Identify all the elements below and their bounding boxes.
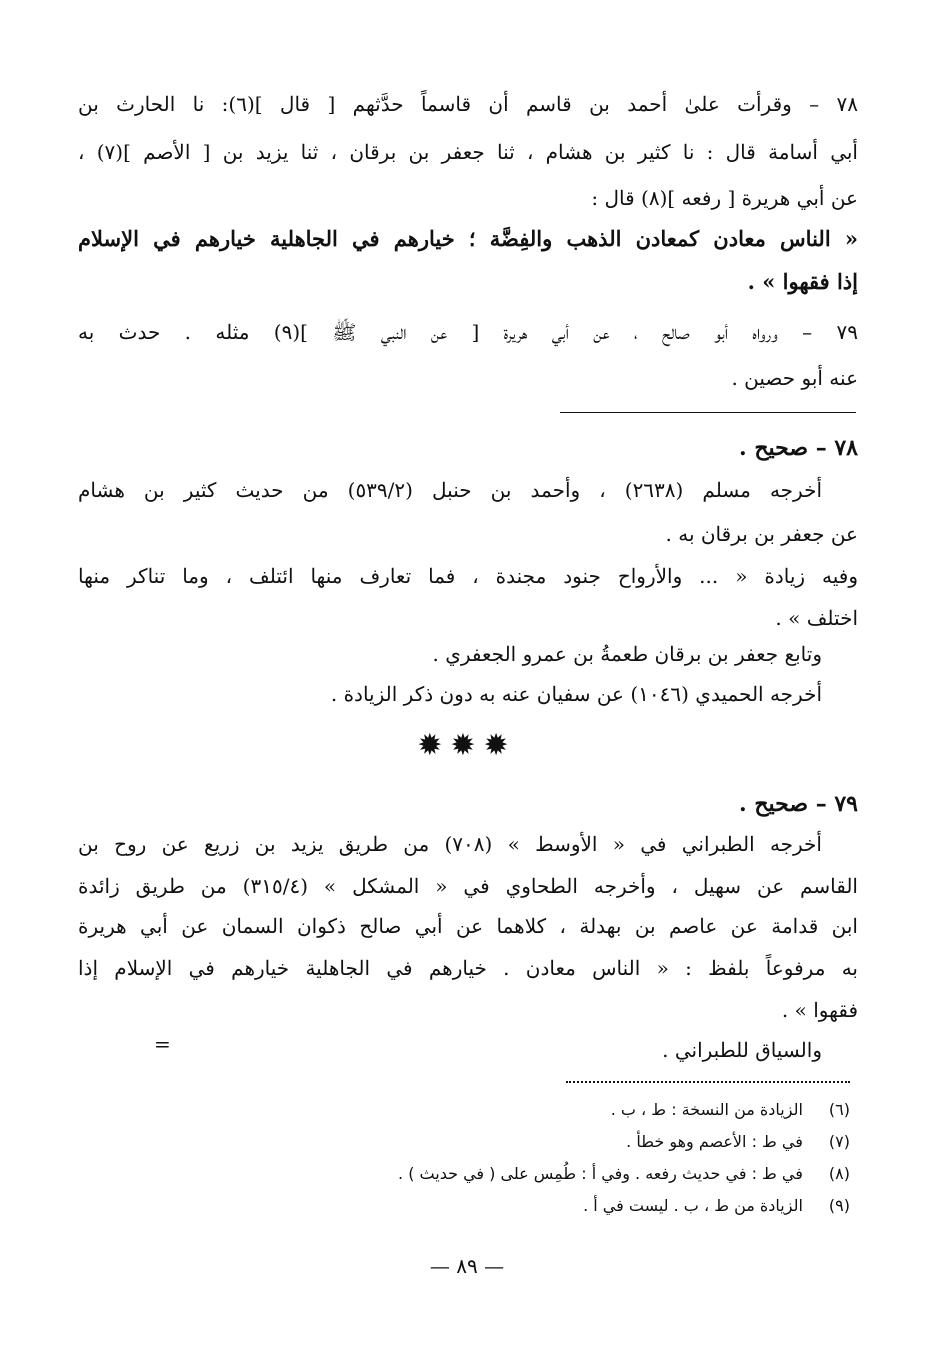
hadith-79-line-1: ٧٩ – ورواه أبو صالح ، عن أبي هريرة [ عن النبي ﷺ ](٩) مثله . حدث به [78, 320, 858, 344]
section-78-line-4: اختلف » . [775, 606, 858, 630]
footnote-text: في ط : الأعصم وهو خطأ . [626, 1132, 803, 1151]
footnote-7 [626, 1130, 850, 1154]
hadith-78-line-1: ٧٨ – وقرأت علىٰ أحمد بن قاسم أن قاسماً حدَّثهم [ قال ](٦): نا الحارث بن [78, 92, 858, 116]
footnote-text: الزيادة من ط ، ب . ليست في أ . [583, 1196, 803, 1215]
hadith-78-line-2: أبي أسامة قال : نا كثير بن هشام ، ثنا جعفر بن برقان ، ثنا يزيد بن [ الأصم ](٧) ، [78, 140, 858, 164]
hadith-78-matn-line-1: « الناس معادن كمعادن الذهب والفِضَّة ؛ خيارهم في الجاهلية خيارهم في الإسلام [78, 226, 858, 251]
section-78-line-5: وتابع جعفر بن برقان طعمةُ بن عمرو الجعفري . [432, 642, 822, 666]
section-79-line-2: القاسم عن سهيل ، وأخرجه الطحاوي في « المشكل » (٣١٥/٤) من طريق زائدة [78, 874, 858, 898]
section-79-line-4: به مرفوعاً بلفظ : « الناس معادن . خيارهم في الجاهلية خيارهم في الإسلام إذا [78, 956, 858, 980]
section-78-line-3: وفيه زيادة « ... والأرواح جنود مجندة ، فما تعارف منها ائتلف ، وما تناكر منها [78, 564, 859, 588]
footnote-number: (٩) [828, 1196, 850, 1215]
page-number: — ٨٩ — [429, 1254, 505, 1278]
section-78-line-6: أخرجه الحميدي (١٠٤٦) عن سفيان عنه به دون ذكر الزيادة . [330, 682, 822, 706]
footnote-8 [398, 1162, 850, 1186]
section-79-title: ٧٩ – صحيح . [739, 791, 858, 817]
section-78-line-2: عن جعفر بن برقان به . [665, 522, 858, 546]
section-79-line-5: فقهوا » . [781, 998, 858, 1022]
footnote-number: (٦) [828, 1100, 850, 1119]
section-separator-stars: ✹✹✹ [417, 728, 517, 763]
footnote-9 [583, 1194, 850, 1218]
footnote-6 [611, 1098, 850, 1122]
section-79-line-1: أخرجه الطبراني في « الأوسط » (٧٠٨) من طريق يزيد بن زريع عن روح بن [78, 832, 822, 856]
footnote-text: في ط : في حديث رفعه . وفي أ : طُمِس على ( في حديث ) . [398, 1164, 803, 1183]
text-commentary-divider [560, 412, 856, 413]
section-79-line-6: والسياق للطبراني . [662, 1038, 822, 1062]
hadith-79-line-2: عنه أبو حصين . [731, 366, 858, 390]
footnotes-divider [566, 1081, 850, 1083]
footnote-text: الزيادة من النسخة : ط ، ب . [610, 1100, 803, 1119]
footnote-number: (٧) [828, 1132, 850, 1151]
section-78-line-1: أخرجه مسلم (٢٦٣٨) ، وأحمد بن حنبل (٥٣٩/٢) من حديث كثير بن هشام [78, 478, 822, 502]
section-78-title: ٧٨ – صحيح . [739, 435, 858, 461]
section-79-line-3: ابن قدامة عن عاصم بن بهدلة ، كلاهما عن أبي صالح ذكوان السمان عن أبي هريرة [78, 914, 858, 938]
footnote-number: (٨) [828, 1164, 850, 1183]
hadith-78-line-3: عن أبي هريرة [ رفعه ](٨) قال : [591, 186, 858, 210]
hadith-78-matn-line-2: إذا فقهوا » . [747, 269, 858, 294]
continuation-mark: = [154, 1032, 171, 1056]
